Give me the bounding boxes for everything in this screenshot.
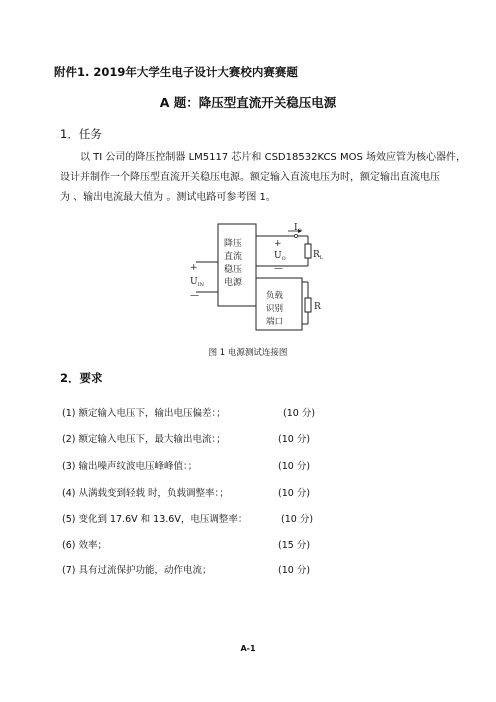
task-paragraph-line-1: 以 TI 公司的降压控制器 LM5117 芯片和 CSD18532KCS MOS 场效应管为核心器件， [80, 152, 466, 163]
requirement-score: (10 分) [281, 514, 314, 525]
output-current-label: $I_O$ [294, 223, 302, 234]
requirement-score: (10 分) [278, 461, 311, 472]
port-text-2: 识别 [266, 304, 284, 314]
task-paragraph-line-2: 设计并制作一个降压型直流开关稳压电源。额定输入直流电压为时，额定输出直流电压 [60, 172, 440, 183]
figure-caption: 图 1 电源测试连接图 [208, 348, 288, 358]
requirement-item: (4) 从满载变到轻载 时，负载调整率：； [62, 488, 229, 499]
requirement-item: (2) 额定输入电压下，最大输出电流：； [62, 434, 226, 445]
input-plus: + [190, 263, 198, 273]
id-resistor-r [305, 298, 311, 312]
requirement-item: (6) 效率； [62, 540, 107, 551]
section-task-heading: 1．任务 [60, 127, 102, 141]
port-text-3: 端口 [266, 317, 284, 327]
requirement-item: (7) 具有过流保护功能，动作电流； [62, 565, 212, 576]
requirement-item: (3) 输出噪声纹波电压峰峰值：； [62, 461, 198, 472]
output-plus: + [274, 239, 282, 249]
port-text-1: 负载 [266, 291, 284, 301]
input-voltage-label: $U_{IN}$ [190, 277, 204, 288]
box-text-4: 电源 [224, 278, 243, 288]
box-text-1: 降压 [224, 239, 243, 249]
r-label: R [314, 302, 321, 312]
annex-heading: 附件1. 2019年大学生电子设计大赛校内赛赛题 [54, 65, 298, 79]
requirement-item: (1) 额定输入电压下，输出电压偏差：； [62, 408, 226, 419]
output-voltage-label: $U_O$ [274, 251, 286, 262]
rl-label: $R_L$ [313, 250, 324, 261]
requirement-score: (10 分) [278, 565, 311, 576]
test-circuit-diagram [160, 218, 360, 340]
input-minus: — [190, 291, 199, 301]
requirement-score: (15 分) [278, 540, 311, 551]
page-number: A-1 [240, 644, 256, 653]
task-paragraph-line-3: 为 、输出电流最大值为 。测试电路可参考图 1。 [60, 192, 276, 203]
requirement-score: (10 分) [278, 488, 311, 499]
requirement-score: (10 分) [283, 408, 316, 419]
section-requirements-heading: 2．要求 [60, 371, 103, 385]
output-minus: — [274, 264, 283, 274]
problem-title: A 题：降压型直流开关稳压电源 [159, 95, 337, 110]
box-text-3: 稳压 [224, 265, 243, 275]
load-resistor-rl [305, 244, 311, 258]
box-text-2: 直流 [224, 252, 243, 262]
requirement-item: (5) 变化到 17.6V 和 13.6V，电压调整率： [62, 514, 248, 525]
requirement-score: (10 分) [278, 434, 311, 445]
